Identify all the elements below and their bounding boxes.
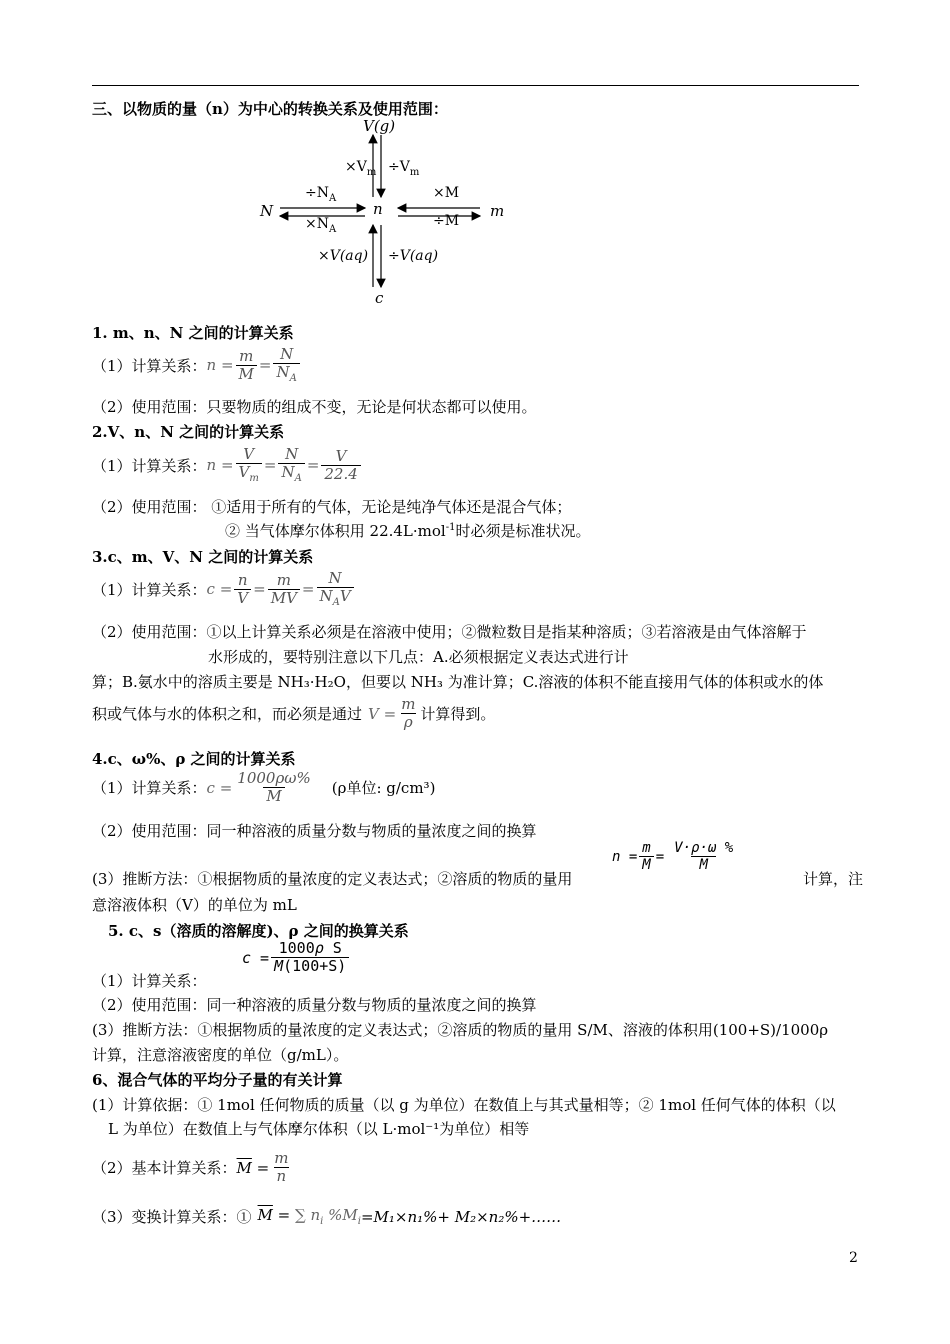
s6-transform-tail: =M₁×n₁%+ M₂×n₂%+…… bbox=[360, 1207, 562, 1226]
label-up-right: $\div V_m$ bbox=[388, 159, 420, 178]
s2-calc-label: （1）计算关系： bbox=[92, 456, 207, 475]
s5-method1: (3）推断方法：①根据物质的量浓度的定义表达式；②溶质的物质的量用 S/M、溶液的体积用(100+S)/1000ρ bbox=[92, 1021, 829, 1039]
node-left: N bbox=[260, 202, 274, 220]
s1-calc bbox=[92, 346, 302, 385]
s2-calc bbox=[92, 446, 363, 485]
s3-range3: 算；B.氨水中的溶质主要是 NH₃·H₂O，但要以 NH₃ 为准计算；C.溶液的体积不能直接用气体的体积或水的体 bbox=[92, 673, 824, 691]
s4-calc bbox=[92, 770, 435, 806]
s5-formula: c = $\frac{\text{1000ρ S}}{M(100+S)}$ bbox=[242, 940, 351, 976]
node-top: V(g) bbox=[363, 117, 396, 135]
label-up-left: $\times V_m$ bbox=[345, 159, 377, 178]
s5-method2: 计算，注意溶液密度的单位（g/mL）。 bbox=[92, 1046, 349, 1064]
label-right-bottom: ÷M bbox=[433, 213, 460, 229]
s6-title: 6、混合气体的平均分子量的有关计算 bbox=[92, 1071, 343, 1089]
node-right: m bbox=[490, 202, 505, 220]
s5-title: 5. c、s（溶质的溶解度)、ρ 之间的换算关系 bbox=[108, 922, 409, 940]
label-right-top: ×M bbox=[433, 185, 460, 201]
s6-transform: （3）变换计算关系：① $\overline{M}$ = ∑ $n_i$ $\%M_i$ =M₁×n₁%+ M₂×n₂%+…… bbox=[92, 1206, 562, 1227]
conversion-diagram bbox=[250, 115, 510, 315]
s4-method2: 意溶液体积（V）的单位为 mL bbox=[92, 896, 297, 914]
s3-range1: （2）使用范围：①以上计算关系必须是在溶液中使用；②微粒数目是指某种溶质；③若溶液是由气体溶解于 bbox=[92, 623, 807, 641]
s3-volume-formula: V = $\frac{m}{\rho}$ bbox=[368, 695, 416, 732]
s3-title: 3.c、m、V、N 之间的计算关系 bbox=[92, 548, 314, 566]
s4-method1: (3）推断方法：①根据物质的量浓度的定义表达式；②溶质的物质的量用 bbox=[92, 870, 573, 888]
node-bottom: c bbox=[375, 289, 384, 307]
s2-range1: （2）使用范围： ①适用于所有的气体，无论是纯净气体还是混合气体； bbox=[92, 498, 572, 516]
node-center: n bbox=[373, 200, 383, 218]
label-down-right: ÷V(aq) bbox=[388, 248, 439, 264]
page-number: 2 bbox=[849, 1250, 858, 1266]
s6-basic: （2）基本计算关系： $\overline{M}$ = $\frac{m}{n}$ bbox=[92, 1150, 293, 1186]
label-left-top: $\div N_A$ bbox=[305, 185, 337, 204]
s6-basic-formula: $\overline{M}$ = $\frac{m}{n}$ bbox=[236, 1149, 289, 1186]
s4-range: （2）使用范围：同一种溶液的质量分数与物质的量浓度之间的换算 bbox=[92, 822, 537, 840]
s5-range: （2）使用范围：同一种溶液的质量分数与物质的量浓度之间的换算 bbox=[92, 996, 537, 1014]
s4-method1b: 计算，注 bbox=[803, 870, 864, 888]
s4-title: 4.c、ω%、ρ 之间的计算关系 bbox=[92, 750, 296, 768]
s4-formula: c = $\frac{1000\rho\omega\%}{M}$ bbox=[206, 769, 311, 806]
s6-transform-formula: $\overline{M}$ = ∑ $n_i$ $\%M_i$ bbox=[257, 1206, 361, 1227]
s6-basis2: L 为单位）在数值上与气体摩尔体积（以 L·mol⁻¹为单位）相等 bbox=[108, 1120, 530, 1138]
s4-unit: (ρ单位: g/cm³) bbox=[331, 779, 436, 798]
s3-formula: c = $\frac{n}{V}$ = $\frac{m}{MV}$ = $\frac{N}{N_AV}$ bbox=[207, 570, 356, 609]
s3-range4: 积或气体与水的体积之和，而必须是通过 V = $\frac{m}{\rho}$ 计算得到。 bbox=[92, 695, 496, 732]
s4-calc-label: （1）计算关系： bbox=[92, 779, 207, 798]
s3-calc-label: （1）计算关系： bbox=[92, 580, 207, 599]
s3-range2: 水形成的，要特别注意以下几点：A.必须根据定义表达式进行计 bbox=[208, 648, 629, 666]
s2-range2: ② 当气体摩尔体积用 22.4L·mol$^{-1}$时必须是标准状况。 bbox=[225, 522, 591, 540]
s5-calc: （1）计算关系： bbox=[92, 972, 207, 990]
s2-title: 2.V、n、N 之间的计算关系 bbox=[92, 423, 285, 441]
label-down-left: ×V(aq) bbox=[318, 248, 369, 264]
section-title: 三、以物质的量（n）为中心的转换关系及使用范围： bbox=[92, 100, 448, 118]
s3-calc bbox=[92, 570, 356, 609]
s1-formula: n = $\frac{m}{M}$ = $\frac{N}{N_A}$ bbox=[207, 346, 302, 385]
s1-calc-label: （1）计算关系： bbox=[92, 356, 207, 375]
s2-formula: n = $\frac{V}{V_m}$ = $\frac{N}{N_A}$ = $\frac{V}{22.4}$ bbox=[207, 446, 363, 485]
label-left-bottom: $\times N_A$ bbox=[305, 216, 337, 235]
s1-title: 1. m、n、N 之间的计算关系 bbox=[92, 324, 294, 342]
s4-method-formula: n = $\frac{m}{M}$ = $\frac{V\cdot\rho\cdot\omega \%}{M}$ bbox=[612, 840, 734, 874]
top-rule bbox=[92, 85, 859, 86]
s1-range: （2）使用范围：只要物质的组成不变，无论是何状态都可以使用。 bbox=[92, 398, 537, 416]
s6-basis1: (1）计算依据：① 1mol 任何物质的质量（以 g 为单位）在数值上与其式量相等；② 1mol 任何气体的体积（以 bbox=[92, 1096, 836, 1114]
